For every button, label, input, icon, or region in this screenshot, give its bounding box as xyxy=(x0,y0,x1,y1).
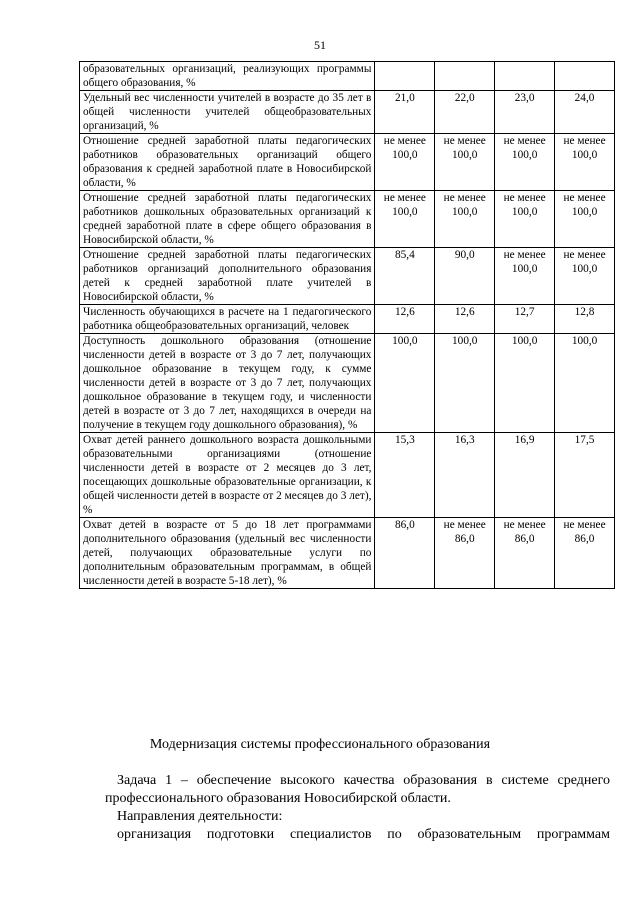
value-cell: 15,3 xyxy=(375,433,435,518)
indicator-cell: Охват детей раннего дошкольного возраста дошкольными образовательными организациями (отношение численности детей в возрасте от 2 месяцев до 3 лет, посещающих дошкольные образовательные организации, к общей численности детей в возрасте от 2 месяцев до 3 лет), % xyxy=(80,433,375,518)
indicator-cell: Удельный вес численности учителей в возрасте до 35 лет в общей численности учителей общеобразовательных организаций, % xyxy=(80,91,375,134)
table-row xyxy=(80,248,615,305)
table-row xyxy=(80,62,615,91)
indicators-table xyxy=(79,61,615,589)
value-cell xyxy=(555,62,615,91)
value-cell: 86,0 xyxy=(375,518,435,589)
table-row xyxy=(80,433,615,518)
table-row xyxy=(80,518,615,589)
table-row xyxy=(80,305,615,334)
value-cell: не менее 86,0 xyxy=(555,518,615,589)
value-cell: не менее 100,0 xyxy=(435,191,495,248)
value-cell xyxy=(435,62,495,91)
indicator-cell: образовательных организаций, реализующих программы общего образования, % xyxy=(80,62,375,91)
value-cell: не менее 100,0 xyxy=(495,248,555,305)
value-cell: не менее 100,0 xyxy=(555,248,615,305)
value-cell: не менее 100,0 xyxy=(375,134,435,191)
value-cell: 16,3 xyxy=(435,433,495,518)
table-row xyxy=(80,191,615,248)
value-cell: 100,0 xyxy=(435,334,495,433)
value-cell: 100,0 xyxy=(495,334,555,433)
value-cell: 100,0 xyxy=(375,334,435,433)
value-cell: 16,9 xyxy=(495,433,555,518)
indicator-cell: Численность обучающихся в расчете на 1 педагогического работника общеобразовательных организаций, человек xyxy=(80,305,375,334)
value-cell: 23,0 xyxy=(495,91,555,134)
value-cell: 12,6 xyxy=(435,305,495,334)
section-heading: Модернизация системы профессионального образования xyxy=(149,737,491,752)
direction-text: организация подготовки специалистов по образовательным программам xyxy=(117,827,610,842)
value-cell: не менее 100,0 xyxy=(435,134,495,191)
value-cell xyxy=(375,62,435,91)
table-row xyxy=(80,134,615,191)
value-cell: 22,0 xyxy=(435,91,495,134)
value-cell: 24,0 xyxy=(555,91,615,134)
value-cell xyxy=(495,62,555,91)
indicator-cell: Доступность дошкольного образования (отношение численности детей в возрасте от 3 до 7 лет, получающих дошкольное образование в текущем году, к сумме численности детей в возрасте от 3 до 7 лет, получающих дошкольное образование в текущем году, и численности детей в возрасте от 3 до 7 лет, находящихся в очереди на получение в текущем году дошкольного образования), % xyxy=(80,334,375,433)
indicator-cell: Отношение средней заработной платы педагогических работников дошкольных образовательных организаций к средней заработной плате в сфере общего образования в Новосибирской области, % xyxy=(80,191,375,248)
task-line-2: профессионального образования Новосибирской области. xyxy=(105,791,451,806)
value-cell: не менее 86,0 xyxy=(495,518,555,589)
indicator-cell: Охват детей в возрасте от 5 до 18 лет программами дополнительного образования (удельный вес численности детей, получающих образовательные услуги по дополнительным образовательным программам, в общей численности детей в возрасте 5-18 лет), % xyxy=(80,518,375,589)
task-line-1: Задача 1 – обеспечение высокого качества образования в системе среднего xyxy=(117,773,610,788)
task-paragraph xyxy=(105,772,610,808)
indicator-cell: Отношение средней заработной платы педагогических работников организаций дополнительного образования детей к средней заработной плате учителей в Новосибирской области, % xyxy=(80,248,375,305)
value-cell: не менее 100,0 xyxy=(495,134,555,191)
value-cell: 12,8 xyxy=(555,305,615,334)
table-row xyxy=(80,334,615,433)
value-cell: 21,0 xyxy=(375,91,435,134)
page-number: 51 xyxy=(314,38,326,52)
value-cell: 12,7 xyxy=(495,305,555,334)
value-cell: 17,5 xyxy=(555,433,615,518)
value-cell: 12,6 xyxy=(375,305,435,334)
directions-label: Направления деятельности: xyxy=(117,809,283,824)
value-cell: 90,0 xyxy=(435,248,495,305)
value-cell: не менее 86,0 xyxy=(435,518,495,589)
table-row xyxy=(80,91,615,134)
value-cell: не менее 100,0 xyxy=(495,191,555,248)
value-cell: не менее 100,0 xyxy=(555,191,615,248)
value-cell: не менее 100,0 xyxy=(375,191,435,248)
value-cell: 100,0 xyxy=(555,334,615,433)
value-cell: не менее 100,0 xyxy=(555,134,615,191)
value-cell: 85,4 xyxy=(375,248,435,305)
indicator-cell: Отношение средней заработной платы педагогических работников образовательных организаций общего образования к средней заработной плате в Новосибирской области, % xyxy=(80,134,375,191)
